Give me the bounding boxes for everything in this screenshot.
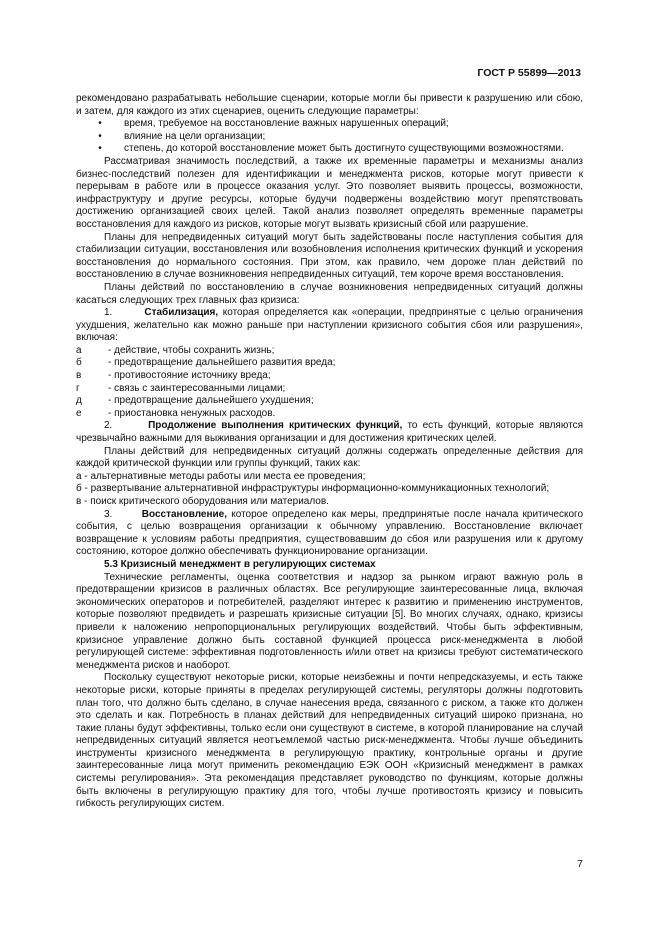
list-text: - противостояние источнику вреда; [108,370,271,382]
list-mark: г [76,382,80,394]
paragraph: Планы для непредвиденных ситуаций могут быть задействованы после наступления события для стабилизации ситуации, восстановления или возобновления исполнения критических функций и ускорения восстановления до нормального состояния. При этом, как правило, чем дороже план действий по восстановлению в случае возникновения непредвиденных ситуаций, тем короче время восстановления. [76,231,583,281]
list-item: б - развертывание альтернативной инфраструктуры информационно-коммуникационных технологий; [76,483,550,495]
phase-title: Стабилизация, [144,307,219,319]
list-mark: в [76,370,82,382]
list-mark: б [76,357,82,369]
paragraph: Планы действий для непредвиденных ситуаций должны содержать определенные действия для каждой критической функции или группы функций, таких как: [76,445,583,470]
list-item [76,357,583,370]
list-item [76,395,583,408]
bullet-item [76,131,583,144]
phase-number: 1. [104,307,113,319]
document-header: ГОСТ Р 55899—2013 [477,67,581,79]
paragraph: Рассматривая значимость последствий, а также их временные параметры и механизмы анализ бизнес-последствий полезен для идентификации и менеджмента рисков, которые могут привести к перерывам в работе или в процессе оказания услуг. Это позволяет выявить процессы, возможности, инфраструктуру и другие ресурсы, которые будучи подвержены воздействию могут препятствовать достижению организацией своих целей. Такой анализ позволяет определять временные параметры восстановления для каждого из рисков, которые могут вызвать кризисный сбой или разрушение. [76,155,583,230]
bullet-item [76,118,583,131]
paragraph: Планы действий по восстановлению в случае возникновения непредвиденных ситуаций должны касаться следующих трех главных фаз кризиса: [76,281,583,306]
phase-text: которое определено как меры, предпринятые после начала критического события, с целью возвращения организации к обычному управлению. Восстановление включает возвращение к условиям работы предприятия, существовавшим до сбоя или разрушения или к другому состоянию, которое должно обеспечивать функционирование организации. [76,508,583,558]
list-mark: д [76,395,82,407]
page-number: 7 [577,858,583,870]
phase-title: Восстановление, [141,508,228,520]
list-item: в - поиск критического оборудования или материалов. [76,496,329,507]
paragraph: рекомендовано разрабатывать небольшие сценарии, которые могли бы привести к разрушению или сбою, и затем, для каждого из этих сценариев, оценить следующие параметры: [76,93,583,117]
list-item [76,370,583,383]
document-body [76,93,583,811]
list-text: - предотвращение дальнейшего ухудшения; [108,395,314,407]
phase-text: то есть функций, которые являются чрезвычайно важными для выживания организации и для достижения критических целей. [76,420,584,445]
list-text: - связь с заинтересованными лицами; [108,382,286,394]
list-mark: е [76,407,82,419]
phase-2 [76,420,583,445]
list-item [76,408,583,421]
phase-title: Продолжение выполнения критических функций, [148,420,403,432]
phase-text: которая определяется как «операции, предпринятые с целью ограничения ухудшения, желательно как можно раньше при наступлении кризисного события сбоя или разрушения», включая: [76,307,583,344]
list-text: - предотвращение дальнейшего развития вреда; [108,357,336,369]
list-text: - действие, чтобы сохранить жизнь; [108,344,275,356]
paragraph: Поскольку существуют некоторые риски, которые неизбежны и почти непредсказуемы, и есть также некоторые риски, которые приняты в пределах регулирующей системы, регуляторы должны подготовить план того, что должно быть сделано, в случае нанесения вреда, связанного с риском, а также кто должен это сделать и как. Потребность в планах действий для непредвиденных ситуаций широко признана, но такие планы будут эффективны, только если они существуют в системе, в которой планирование на случай непредвиденных ситуаций является неотъемлемой частью риск-менеджмента. Чтобы лучше объединить инструменты кризисного менеджмента в регулирующую практику, контрольные органы и другие заинтересованные лица могут применить рекомендацию ЕЭК ООН «Кризисный менеджмент в рамках системы регулирования». Эта рекомендация представляет руководство по функциям, которые должны быть включены в регулирующую практику для того, чтобы лучше противостоять кризису и повысить гибкость регулирующих систем. [76,672,583,810]
list-item: а - альтернативные методы работы или места ее проведения; [76,470,366,482]
bullet-mark: • [98,143,102,155]
section-heading: 5.3 Кризисный менеджмент в регулирующих системах [104,558,376,570]
paragraph: Технические регламенты, оценка соответствия и надзор за рынком играют важную роль в предотвращении кризисов в различных областях. Все регулирующие заинтересованные лица, включая экономических операторов и потребителей, разделяют интерес к развитию и применению инструментов, которые позволяют предвидеть и разрешать кризисные ситуации [5]. Во многих случаях, однако, кризисы привели к наложению непропорциональных регулирующих воздействий. Чтобы быть эффективным, кризисное управление должно быть составной функцией процесса риск-менеджмента в любой регулирующей системе: эффективная подготовленность и/или ответ на кризисы требуют систематического менеджмента рисков и наоборот. [76,571,583,671]
list-item [76,383,583,396]
bullet-item [76,143,583,156]
bullet-text: степень, до которой восстановление может быть достигнуто существующими возможностями. [124,143,564,155]
phase-3 [76,509,583,559]
list-item [76,345,583,358]
phase-number: 3. [104,508,113,520]
list-mark: а [76,344,82,356]
bullet-mark: • [98,130,102,142]
bullet-mark: • [98,118,102,130]
bullet-text: время, требуемое на восстановление важных нарушенных операций; [124,118,449,130]
bullet-text: влияние на цели организации; [124,130,266,142]
phase-1 [76,307,583,345]
phase-number: 2. [104,420,113,432]
list-text: - приостановка ненужных расходов. [108,407,276,419]
